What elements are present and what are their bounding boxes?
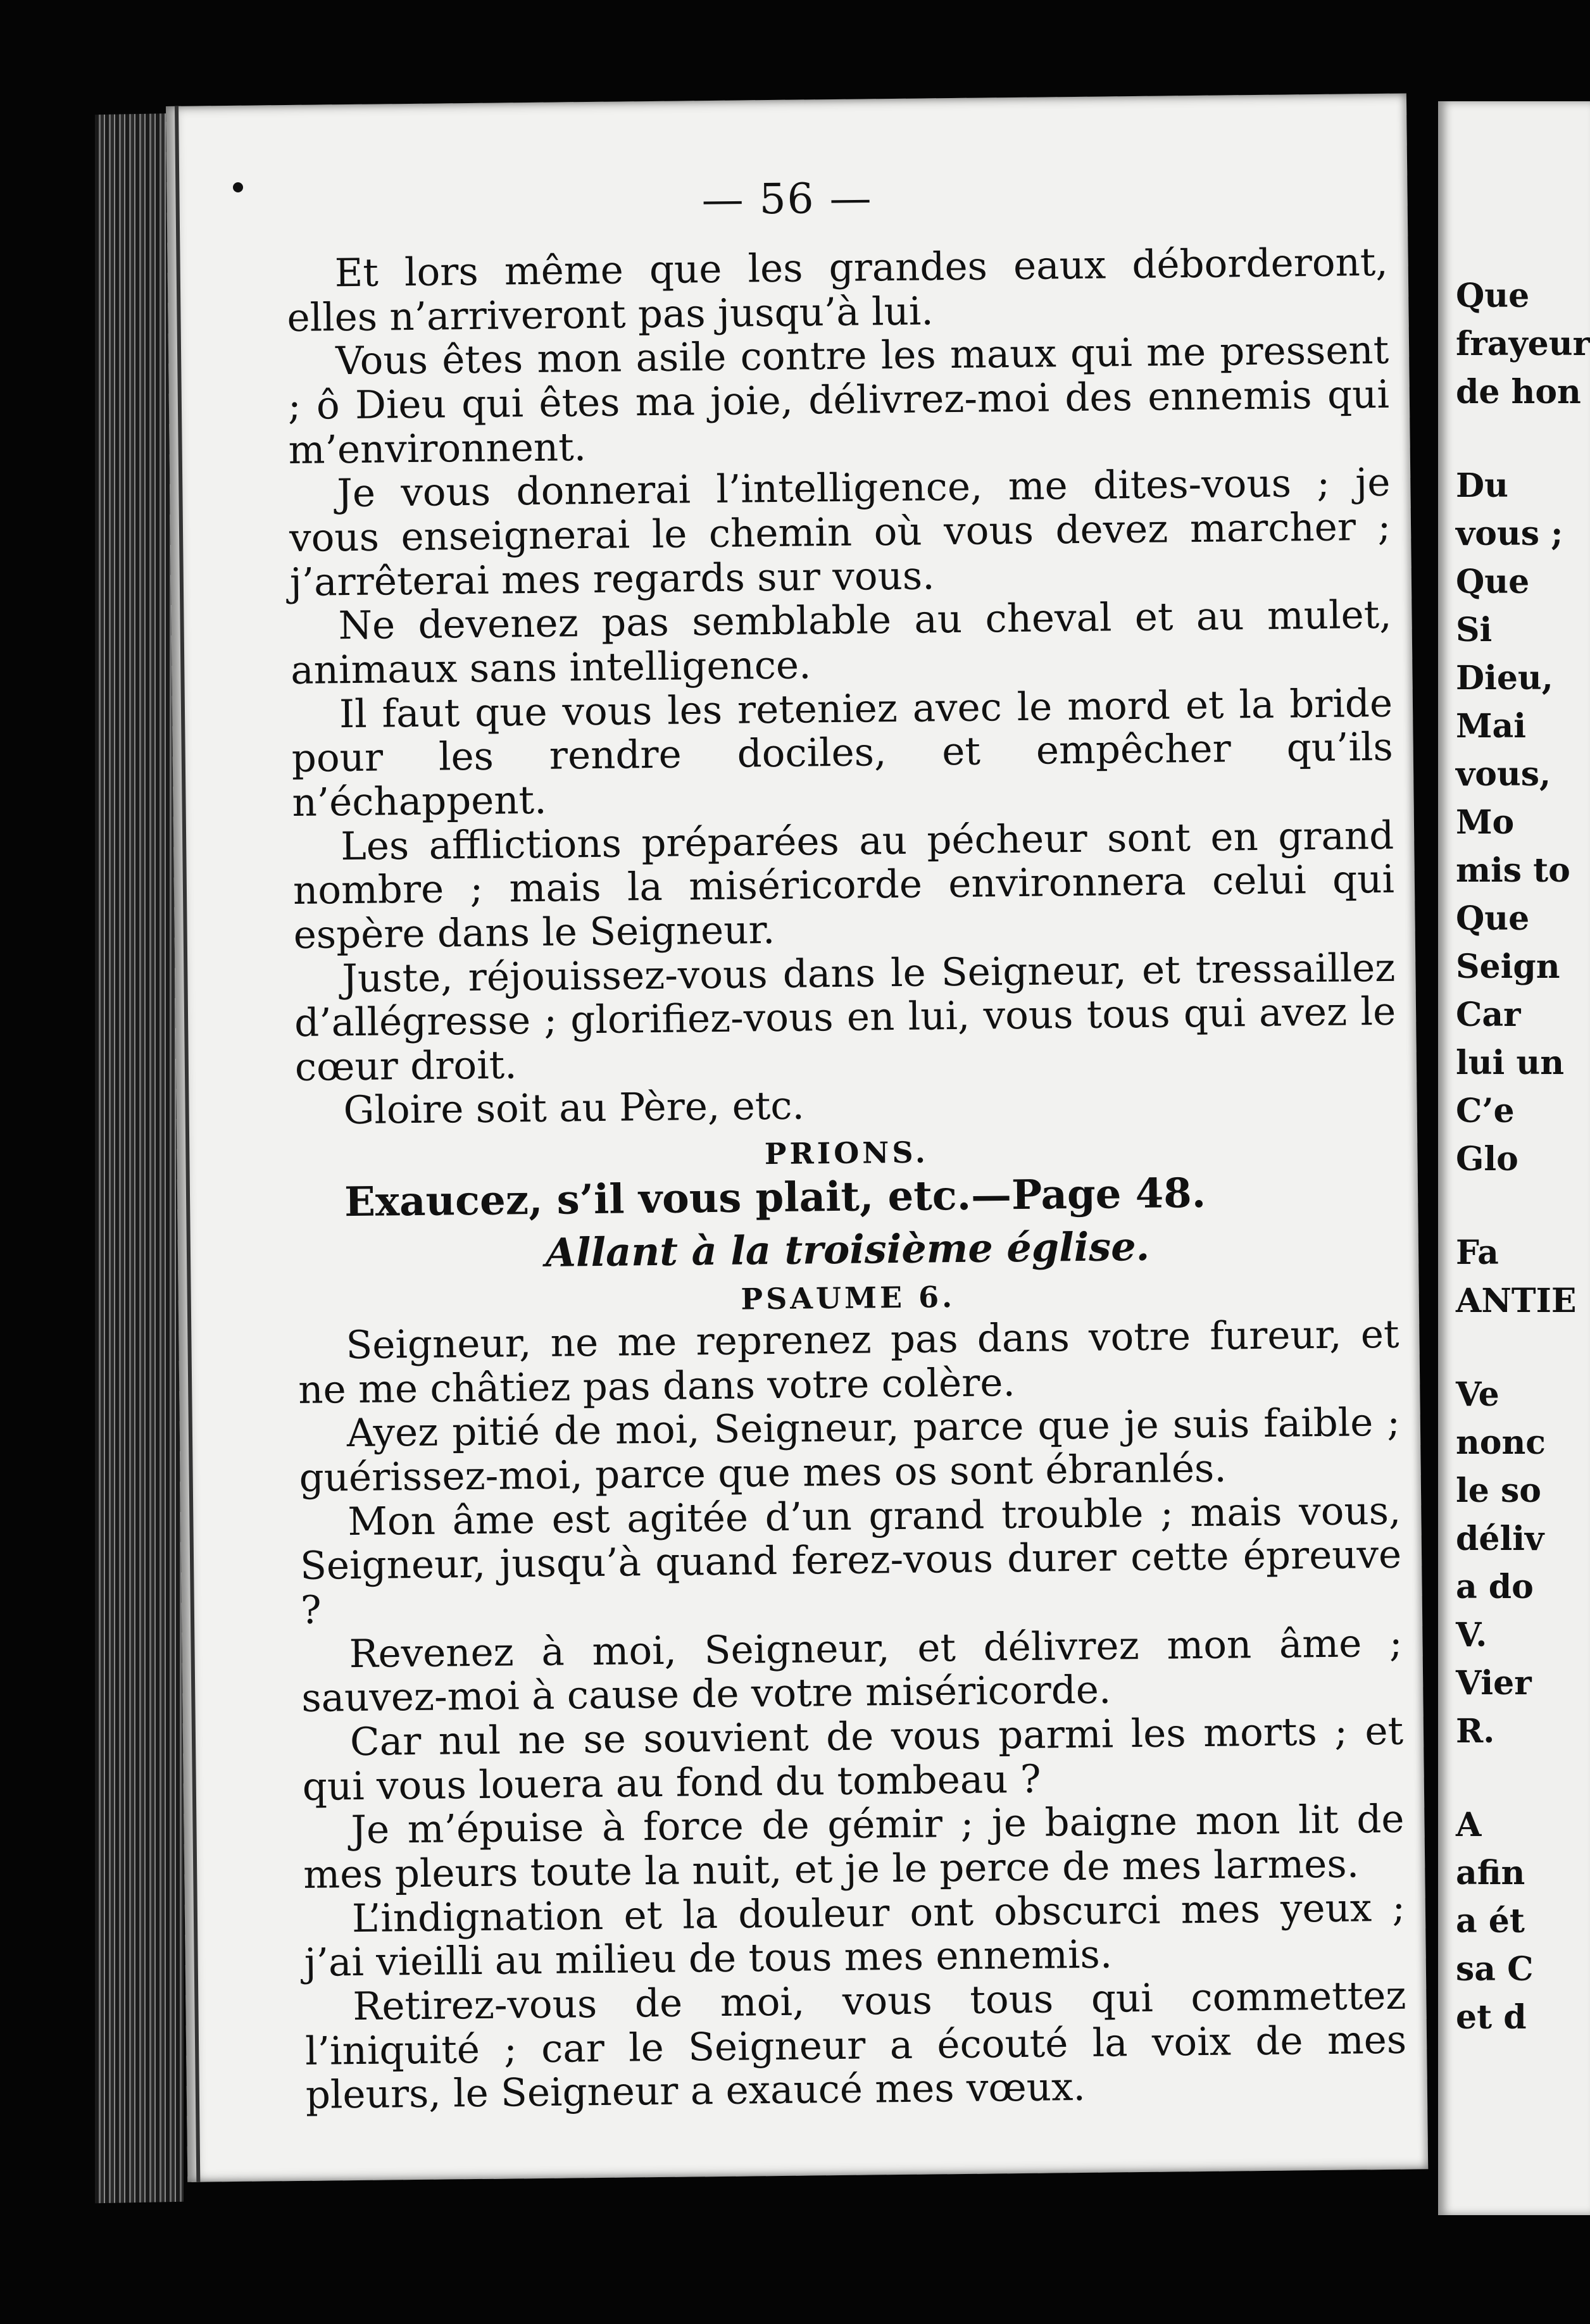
paragraph: Les afflictions préparées au pécheur sont en grand nombre ; mais la miséricorde environnera celui qui espère dans le Seigneur. — [292, 813, 1395, 958]
prions-heading: PRIONS. — [764, 1135, 929, 1171]
right-page-line: de hon — [1456, 373, 1581, 411]
right-page-line: Si — [1456, 611, 1493, 649]
right-page-line: Fa — [1456, 1234, 1499, 1272]
right-page-line: Vier — [1456, 1664, 1532, 1702]
right-page-gap — [1438, 1756, 1590, 1801]
page-number: — 56 — — [701, 173, 873, 225]
ink-dot — [233, 182, 243, 192]
right-page-line: afin — [1456, 1854, 1525, 1892]
right-page-fragment — [1438, 101, 1590, 2215]
right-page-line: V. — [1456, 1616, 1487, 1654]
left-page — [166, 93, 1428, 2182]
right-page-line: a ét — [1456, 1902, 1525, 1940]
psalm-paragraph: Revenez à moi, Seigneur, et délivrez mon âme ; sauvez-moi à cause de votre miséricorde. — [301, 1620, 1403, 1721]
psalm-paragraph: Car nul ne se souvient de vous parmi les morts ; et qui vous louera au fond du tombeau ? — [302, 1708, 1404, 1809]
paragraph: Ne devenez pas semblable au cheval et au mulet, animaux sans intelligence. — [290, 592, 1392, 693]
right-page-line: ANTIE — [1456, 1282, 1577, 1320]
right-page-line: sa C — [1456, 1950, 1534, 1989]
right-page-line: Du — [1456, 466, 1508, 505]
right-page-gap — [1438, 416, 1590, 462]
paragraph: Il faut que vous les reteniez avec le mord et la bride pour les rendre dociles, et empêcher qu’ils n’échappent. — [291, 680, 1394, 825]
right-page-line: Glo — [1456, 1140, 1518, 1178]
right-page-line: vous ; — [1456, 515, 1563, 553]
right-page-line: a do — [1456, 1568, 1534, 1606]
section-subtitle: Allant à la troisième église. — [545, 1223, 1150, 1276]
psalm-paragraph: L’indignation et la douleur ont obscurci mes yeux ; j’ai vieilli au milieu de tous mes ennemis. — [304, 1885, 1406, 1986]
right-page-line: nonc — [1456, 1423, 1546, 1462]
right-page-line: Mai — [1456, 707, 1527, 746]
right-page-line: et d — [1456, 1998, 1527, 2037]
right-page-line: Ve — [1456, 1375, 1499, 1414]
right-page-gap — [1438, 1184, 1590, 1229]
right-page-line: Car — [1456, 996, 1521, 1034]
right-page-line: le so — [1456, 1471, 1541, 1510]
right-page-line: C’e — [1456, 1092, 1515, 1130]
right-page-gap — [1438, 1325, 1590, 1371]
right-page-line: Que — [1456, 277, 1530, 315]
right-page-line: Dieu, — [1456, 659, 1553, 697]
psalm-paragraph: Retirez-vous de moi, vous tous qui commettez l’iniquité ; car le Seigneur a écouté la voix de mes pleurs, le Seigneur a exaucé mes vœux. — [304, 1973, 1407, 2118]
right-page-line: R. — [1456, 1712, 1495, 1751]
paragraph: Juste, réjouissez-vous dans le Seigneur, et tressaillez d’allégresse ; glorifiez-vous en lui, vous tous qui avez le cœur droit. — [294, 945, 1396, 1090]
right-page-line: Seign — [1456, 947, 1560, 986]
right-page-line: vous, — [1456, 755, 1551, 794]
right-page-line: frayeur — [1456, 325, 1590, 363]
psalm-heading: PSAUME 6. — [741, 1279, 956, 1316]
psalm-paragraph: Seigneur, ne me reprenez pas dans votre fureur, et ne me châtiez pas dans votre colère. — [297, 1311, 1399, 1413]
right-page-line: Mo — [1456, 803, 1515, 842]
page-body — [286, 241, 1407, 2118]
psalm-paragraph: Mon âme est agitée d’un grand trouble ; mais vous, Seigneur, jusqu’à quand ferez-vous durer cette épreuve ? — [299, 1488, 1402, 1633]
psalm-paragraph: Ayez pitié de moi, Seigneur, parce que je suis faible ; guérissez-moi, parce que mes os sont ébranlés. — [299, 1400, 1401, 1501]
paragraph: Et lors même que les grandes eaux déborderont, elles n’arriveront pas jusqu’à lui. — [287, 239, 1389, 340]
paragraph: Je vous donnerai l’intelligence, me dites-vous ; je vous enseignerai le chemin où vous devez marcher ; j’arrêterai mes regards sur vous. — [289, 460, 1391, 605]
right-page-line: déliv — [1456, 1520, 1544, 1558]
paragraph: Vous êtes mon asile contre les maux qui me pressent ; ô Dieu qui êtes ma joie, délivrez-moi des ennemis qui m’environnent. — [287, 328, 1390, 473]
right-page-line: Que — [1456, 563, 1530, 601]
psalm-paragraph: Je m’épuise à force de gémir ; je baigne mon lit de mes pleurs toute la nuit, et je le perce de mes larmes. — [303, 1796, 1405, 1897]
right-page-line: Que — [1456, 899, 1530, 938]
right-page-line: A — [1456, 1806, 1482, 1844]
right-page-line: lui un — [1456, 1044, 1565, 1082]
exaucez-line: Exaucez, s’il vous plait, etc.—Page 48. — [344, 1169, 1206, 1226]
right-page-line: mis to — [1456, 851, 1570, 890]
paragraph: Gloire soit au Père, etc. — [343, 1083, 805, 1134]
